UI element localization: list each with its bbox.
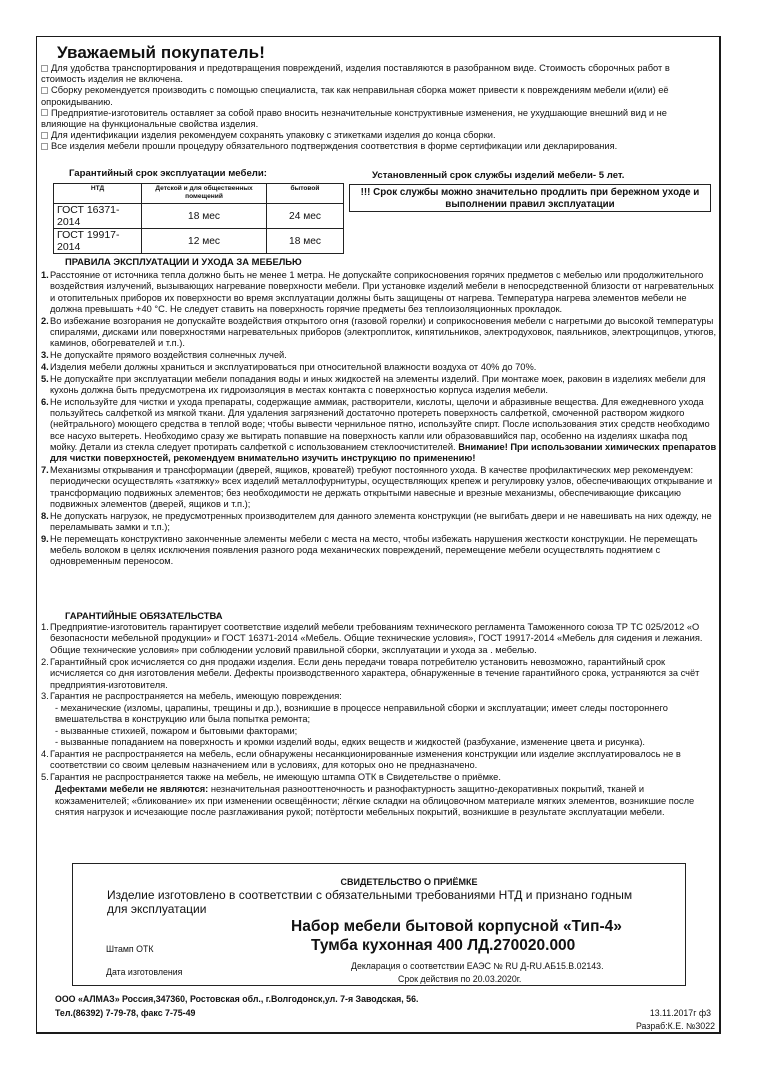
intro-item: Для удобства транспортирования и предотвращения повреждений, изделия поставляются в разобранном виде. Стоимость сборочных работ в стоимость изделия не включена. <box>41 63 670 85</box>
column-header: Детской и для общественных помещений <box>142 184 267 204</box>
list-item: 2. Во избежание возгорания не допускайте воздействия открытого огня (газовой горелки) и соприкосновения мебели с нагретыми до высокой температуры спиралями, дисками или поверхностями нагревательных приборов (электроплиток, кипятильников, электродуховок, паяльников, электрощипцов, утюгов, каминов, обогревателей и т.п.). <box>41 315 717 349</box>
table-row <box>54 204 344 229</box>
table-cell: 18 мес <box>142 204 267 229</box>
table-row <box>54 229 344 254</box>
guarantees-heading: ГАРАНТИЙНЫЕ ОБЯЗАТЕЛЬСТВА <box>65 610 223 621</box>
list-item: 2. Гарантийный срок исчисляется со дня продажи изделия. Если день передачи товара потребителю установить невозможно, гарантийный срок исчисляется со дня изготовления мебели. Дефекты производственного характера, обнаруженные в течение гарантийного срока, устраняются за счёт предприятия-изготовителя. <box>41 656 700 690</box>
declaration-number: Декларация о соответствии ЕАЭС № RU Д-RU.АБ15.В.02143. <box>351 961 604 971</box>
service-life-note: !!! Срок службы можно значительно продлить при бережном уходе и выполнении правил эксплуатации <box>349 184 711 212</box>
list-item: 7. Механизмы открывания и трансформации (дверей, ящиков, кроватей) требуют постоянного ухода. В качестве профилактических мер рекомендуем: периодически осуществлять «затяжку» всех изделий металлофурнитуры, осуществляющих крепеж и регулировку узлов, обеспечивающих открывание и трансформацию подвижных элементов; без необходимости не держать открытыми навесные и врезные механизмы, обеспечивающие фиксацию подвижных элементов (дверей, ящиков и т.п.); <box>41 465 713 509</box>
service-life-title: Установленный срок службы изделий мебели- 5 лет. <box>372 170 625 181</box>
checkbox-bullet-icon <box>41 143 48 150</box>
list-item: 5. Не допускайте при эксплуатации мебели попадания воды и иных жидкостей на элементы изделий. При монтаже моек, раковин в изделиях мебели для кухонь должна быть предусмотрена их гидроизоляция в местах контакта с поверхностью корпуса изделия мебели. <box>41 373 706 395</box>
list-item: 5. Гарантия не распространяется также на мебель, не имеющую штампа ОТК в Свидетельстве о приёмке. <box>41 772 501 783</box>
list-item: 3. Не допускайте прямого воздействия солнечных лучей. <box>41 350 287 361</box>
checkbox-bullet-icon <box>41 109 48 116</box>
table-cell: ГОСТ 16371-2014 <box>54 204 142 229</box>
table-cell: ГОСТ 19917-2014 <box>54 229 142 254</box>
acceptance-certificate <box>72 863 686 986</box>
list-item: 4. Изделия мебели должны храниться и эксплуатироваться при относительной влажности воздуха от 40% до 70%. <box>41 361 537 372</box>
product-set-name: Набор мебели бытовой корпусной «Тип-4» <box>291 918 622 935</box>
defects-note: Дефектами мебели не являются: незначительная разнооттеночность и разнофактурность защитно-декоративных покрытий, тканей и кожзаменителей; «бликование» их при изменении освещённости; лёгкие складки на облицовочном материале мягких элементов, возникшие после снятия нагрузок и исчезающие после разглаживания рукой; потёртости мебельных покрытий, возникшие в результате эксплуатации мебели. <box>55 784 695 817</box>
guarantees-list <box>41 622 717 818</box>
developer-code: Разраб:К.Е. №3022 <box>635 1021 715 1031</box>
list-item: 9. Не перемещать конструктивно законченные элементы мебели с места на место, чтобы избежать нарушения жесткости конструкции. Не перемещать мебель волоком в целях исключения появления разного рода механических повреждений, перемещение мебели осуществлять поднятием с одновременным переносом. <box>41 533 698 567</box>
warning-text: Внимание! При использовании химических препаратов для чистки поверхностей, рекомендуем внимательно изучить инструкцию по применению! <box>50 441 717 464</box>
list-item: 3. Гарантия не распространяется на мебель, имеющую повреждения: - механические (изломы, царапины, трещины и др.), возникшие в процессе неправильной сборки и эксплуатации; имеет следы постороннего вмешательства в конструкцию или была попытка ремонта; - вызванные стихией, пожаром и бытовыми факторами; - вызванные попаданием на поверхность и кромки изделий воды, едких веществ и жидкостей (разбухание, изменение цвета и рисунка). <box>41 691 717 748</box>
intro-list <box>41 63 713 153</box>
certificate-text: Изделие изготовлено в соответствии с обязательными требованиями НТД и признано годным для эксплуатации <box>107 888 633 916</box>
column-header: бытовой <box>267 184 344 204</box>
intro-item: Все изделия мебели прошли процедуру обязательного подтверждения соответствия в форме сертификации или декларирования. <box>41 141 713 152</box>
table-cell: 12 мес <box>142 229 267 254</box>
declaration-validity: Срок действия по 20.03.2020г. <box>398 974 522 984</box>
list-item: 4. Гарантия не распространяется на мебель, если обнаружены несанкционированные изменения конструкции или изделие эксплуатировалось не в соответствии со своим целевым назначением или в условиях, для которых оно не предназначено. <box>41 748 681 771</box>
company-address: ООО «АЛМАЗ» Россия,347360, Ростовская обл., г.Волгодонск,ул. 7-я Заводская, 56. <box>55 994 419 1004</box>
table-cell: 24 мес <box>267 204 344 229</box>
sub-item: - вызванные попаданием на поверхность и кромки изделий воды, едких веществ и жидкостей (разбухание, изменение цвета и рисунка). <box>55 737 646 748</box>
intro-item: Для идентификации изделия рекомендуем сохранять упаковку с этикетками изделия до конца сборки. <box>41 130 713 141</box>
list-item: 8. Не допускать нагрузок, не предусмотренных производителем для данного элемента конструкции (не выгибать двери и не навешивать на них одежду, не переламывать замки и т.п.); <box>41 510 712 533</box>
stamp-label: Штамп ОТК <box>106 944 154 954</box>
column-header: НТД <box>54 184 142 204</box>
list-item: 6. Не используйте для чистки и ухода препараты, содержащие аммиак, растворители, кислоты, щелочи и абразивные вещества. Для ежедневного ухода пользуйтесь салфеткой из мягкой ткани. Для удаления загрязнений достаточно протереть поверхность салфеткой, смоченной раствором жидкого (нейтрального) моющего средства в теплой воде; чтобы вывести чернильное пятно, используйте спирт. После использования этих средств необходимо все насухо вытереть. Необходимо сразу же вытирать попавшие на поверхность капли или образовавшийся пар, особенно на изделиях шкафа под мойку. Детали из стекла следует протирать салфеткой с использованием стеклоочистителей. Внимание! При использовании химических препаратов для чистки поверхностей, рекомендуем внимательно изучить инструкцию по применению! <box>41 396 717 464</box>
certificate-title: СВИДЕТЕЛЬСТВО О ПРИЁМКЕ <box>340 877 478 887</box>
list-item: 1. Предприятие-изготовитель гарантирует соответствие изделий мебели требованиям технического регламента Таможенного союза ТР ТС 025/2012 «О безопасности мебельной продукции» и ГОСТ 16371-2014 «Мебель. Общие технические условия», ГОСТ 19917-2014 «Мебель для сидения и лежания. Общие технические условия» при соблюдении условий правильной сборки, эксплуатации и ухода за . мебелью. <box>41 622 703 655</box>
product-item-name: Тумба кухонная 400 ЛД.270020.000 <box>311 937 576 954</box>
table-cell: 18 мес <box>267 229 344 254</box>
document-date-code: 13.11.2017г ф3 <box>649 1008 711 1018</box>
list-item: 1. Расстояние от источника тепла должно быть не менее 1 метра. Не допускайте соприкосновения горячих предметов с мебелью или продолжительного воздействия излучений, вызывающих нагревание поверхности мебели. При установке изделий мебели в непосредственной близости от нагревательных и отопительных приборов их поверхности во время эксплуатации должны быть защищены от нагрева. Температура нагрева элементов мебели не должна превышать +40 °С. Не следует ставить на поверхность горячие предметы без теплоизоляционных прокладок. <box>41 270 714 314</box>
checkbox-bullet-icon <box>41 132 48 139</box>
company-phones: Тел.(86392) 7-79-78, факс 7-75-49 <box>55 1008 196 1018</box>
defects-label: Дефектами мебели не являются: <box>55 784 209 795</box>
checkbox-bullet-icon <box>41 87 48 94</box>
manufacture-date-label: Дата изготовления <box>106 967 183 977</box>
table-header-row <box>54 184 344 204</box>
document-frame <box>36 36 721 1034</box>
intro-item: Сборку рекомендуется производить с помощью специалиста, так как неправильная сборка может привести к повреждениям мебели и(или) её опрокидыванию. <box>41 85 669 107</box>
sub-item: - вызванные стихией, пожаром и бытовыми факторами; <box>55 725 298 736</box>
intro-item: Предприятие-изготовитель оставляет за собой право вносить незначительные конструктивные изменения, не ухудшающие внешний вид и не влияющие на функциональные свойства изделия. <box>41 107 667 130</box>
rules-list <box>41 270 717 568</box>
warranty-table <box>53 183 344 254</box>
page-title: Уважаемый покупатель! <box>57 43 265 62</box>
sub-item: - механические (изломы, царапины, трещины и др.), возникшие в процессе неправильной сборки и эксплуатации; имеет следы постороннего вмешательства в конструкцию или была попытка ремонта; <box>55 702 668 725</box>
warranty-table-title: Гарантийный срок эксплуатации мебели: <box>69 168 267 179</box>
checkbox-bullet-icon <box>41 65 48 72</box>
rules-heading: ПРАВИЛА ЭКСПЛУАТАЦИИ И УХОДА ЗА МЕБЕЛЬЮ <box>65 256 302 267</box>
